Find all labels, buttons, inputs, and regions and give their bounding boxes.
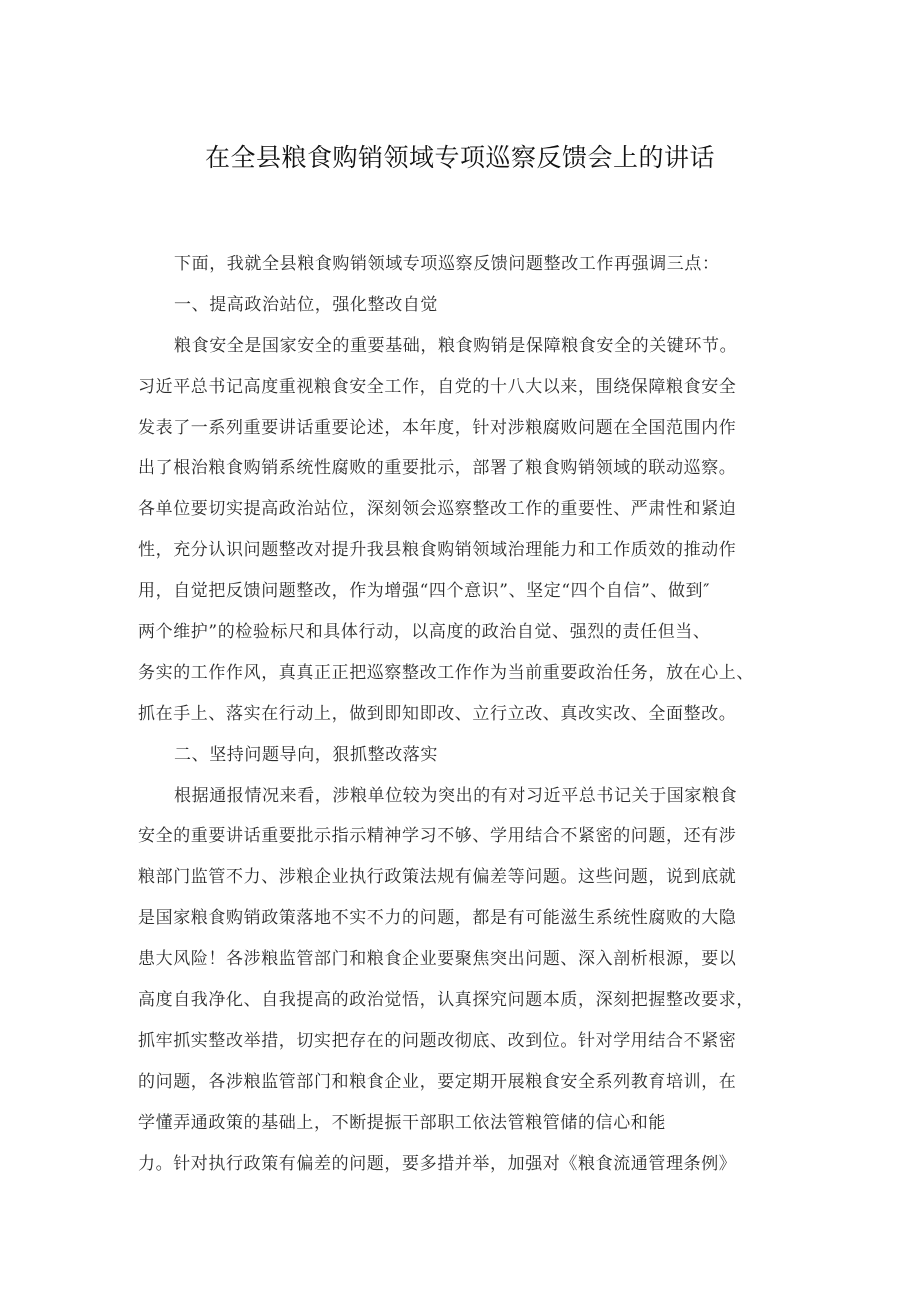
text-line: 抓牢抓实整改举措，切实把存在的问题改彻底、改到位。针对学用结合不紧密 — [138, 1030, 737, 1051]
text-line: 学懂弄通政策的基础上，不断提振干部职工依法管粮管储的信心和能 — [138, 1112, 666, 1133]
document-body — [138, 244, 788, 1184]
text-line: 粮食安全是国家安全的重要基础，粮食购销是保障粮食安全的关键环节。 — [174, 335, 738, 356]
text-line: 抓在手上、落实在行动上，做到即知即改、立行立改、真改实改、全面整改。 — [138, 703, 737, 724]
document-title: 在全县粮食购销领域专项巡察反馈会上的讲话 — [204, 143, 715, 172]
text-line: 粮部门监管不力、涉粮企业执行政策法规有偏差等问题。这些问题，说到底就 — [138, 867, 737, 888]
text-line: 用，自觉把反馈问题整改，作为增强“四个意识”、坚定“四个自信”、做到″ — [138, 581, 711, 602]
text-line: 下面，我就全县粮食购销领域专项巡察反馈问题整改工作再强调三点： — [174, 254, 720, 274]
text-line: 高度自我净化、自我提高的政治觉悟，认真探究问题本质，深刻把握整改要求， — [138, 990, 754, 1011]
text-line: 一、提高政治站位，强化整改自觉 — [174, 294, 438, 315]
text-line: 患大风险！各涉粮监管部门和粮食企业要聚焦突出问题、深入剖析根源，要以 — [138, 949, 737, 970]
text-line: 各单位要切实提高政治站位，深刻领会巡察整改工作的重要性、严肃性和紧迫 — [138, 499, 737, 520]
text-line: 的问题，各涉粮监管部门和粮食企业，要定期开展粮食安全系列教育培训，在 — [138, 1071, 737, 1092]
text-line: 力。针对执行政策有偏差的问题，要多措并举，加强对《粮食流通管理条例》 — [138, 1153, 737, 1174]
text-line: 安全的重要讲话重要批示指示精神学习不够、学用结合不紧密的问题，还有涉 — [138, 826, 737, 847]
text-line: 根据通报情况来看，涉粮单位较为突出的有对习近平总书记关于国家粮食 — [174, 785, 738, 806]
text-line: 发表了一系列重要讲话重要论述，本年度，针对涉粮腐败问题在全国范围内作 — [138, 417, 737, 438]
text-line: 性，充分认识问题整改对提升我县粮食购销领域治理能力和工作质效的推动作 — [138, 540, 737, 561]
text-line: 二、坚持问题导向，狠抓整改落实 — [174, 744, 438, 765]
text-line: 是国家粮食购销政策落地不实不力的问题，都是有可能滋生系统性腐败的大隐 — [138, 908, 737, 929]
text-line: 出了根治粮食购销系统性腐败的重要批示，部署了粮食购销领域的联动巡察。 — [138, 458, 737, 479]
text-line: 两个维护”的检验标尺和具体行动，以高度的政治自觉、强烈的责任但当、 — [138, 622, 711, 643]
text-line: 务实的工作作风，真真正正把巡察整改工作作为当前重要政治任务，放在心上、 — [138, 662, 754, 683]
text-line: 习近平总书记高度重视粮食安全工作，自党的十八大以来，围绕保障粮食安全 — [138, 376, 737, 397]
